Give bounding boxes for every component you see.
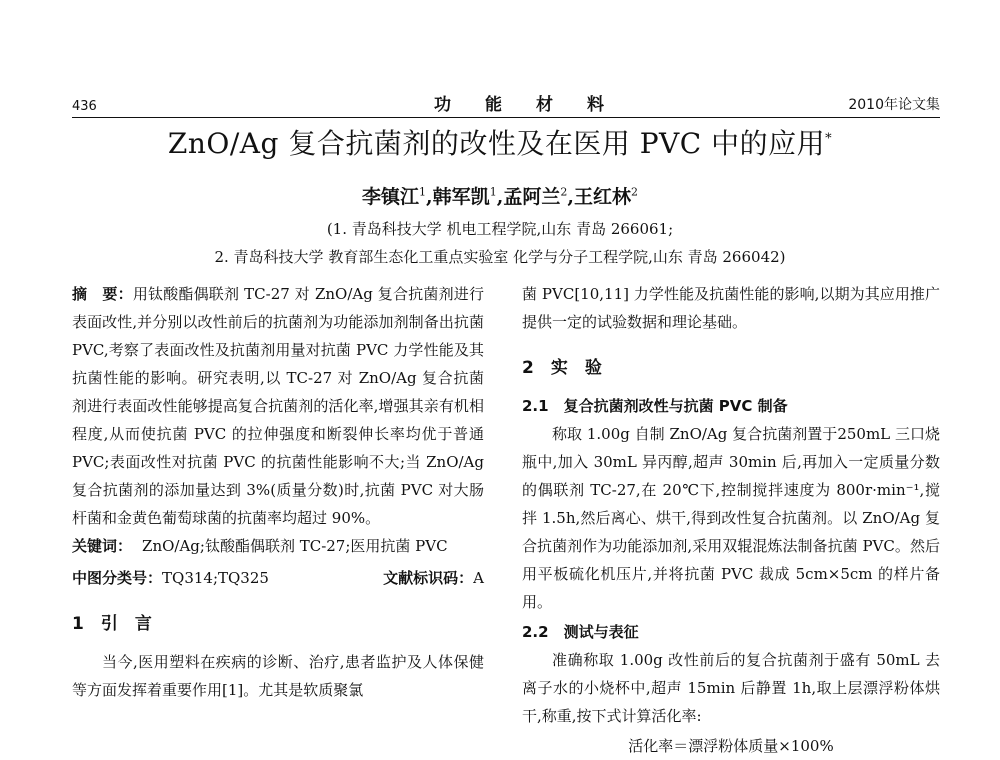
subsection-2-1-text: 称取 1.00g 自制 ZnO/Ag 复合抗菌剂置于250mL 三口烧瓶中,加入 30mL 异丙醇,超声 30min 后,再加入一定质量分数的偶联剂 TC-27,在 20℃下,控制搅拌速度为 800r·min⁻¹,搅拌 1.5h,然后离心、烘干,得到改性复合抗菌剂。以 ZnO/Ag 复合抗菌剂作为功能添加剂,采用双辊混炼法制备抗菌 PVC。然后用平板硫化机压片,并将抗菌 PVC 裁成 5cm×5cm 的样片备用。 [522, 425, 940, 611]
classification-row [72, 564, 484, 592]
right-column [522, 280, 940, 760]
clc-label: 中图分类号： [72, 569, 163, 587]
author: 李镇江 [362, 186, 420, 208]
clc-value: TQ314;TQ325 [162, 569, 269, 587]
keywords [72, 532, 484, 560]
author: 韩军凯 [432, 186, 490, 208]
page-number: 436 [72, 99, 97, 114]
subsection-2-2-text: 准确称取 1.00g 改性前后的复合抗菌剂于盛有 50mL 去离子水的小烧杯中,超声 15min 后静置 1h,取上层漂浮粉体烘干,称重,按下式计算活化率: [522, 651, 940, 725]
abstract-label: 摘 要： [72, 285, 133, 303]
author-list: 李镇江$^1$,韩军凯$^1$,孟阿兰$^2$,王红林$^2$ [362, 185, 638, 208]
abstract-text: 用钛酸酯偶联剂 TC-27 对 ZnO/Ag 复合抗菌剂进行表面改性,并分别以改性前后的抗菌剂为功能添加剂制备出抗菌 PVC,考察了表面改性及抗菌剂用量对抗菌 PVC 力学性能及其抗菌性能的影响。研究表明,以 TC-27 对 ZnO/Ag 复合抗菌剂进行表面改性能够提高复合抗菌剂的活化率,增强其亲有机相程度,从而使抗菌 PVC 的拉伸强度和断裂伸长率均优于普通 PVC;表面改性对抗菌 PVC 的抗菌性能影响不大;当 ZnO/Ag 复合抗菌剂的添加量达到 3%(质量分数)时,抗菌 PVC 对大肠杆菌和金黄色葡萄球菌的抗菌率均超过 90%。 [72, 285, 484, 527]
left-column [72, 280, 484, 704]
title-text: ZnO/Ag 复合抗菌剂的改性及在医用 PVC 中的应用 [167, 127, 826, 160]
running-header [72, 95, 940, 118]
intro-paragraph: 当今,医用塑料在疾病的诊断、治疗,患者监护及人体保健等方面发挥着重要作用[1]。尤其是软质聚氯 [72, 653, 484, 699]
abstract [72, 280, 484, 532]
keywords-text: ZnO/Ag;钛酸酯偶联剂 TC-27;医用抗菌 PVC [142, 537, 448, 555]
affiliation-2: 2. 青岛科技大学 教育部生态化工重点实验室 化学与分子工程学院,山东 青岛 266042) [214, 248, 786, 266]
activation-rate-formula: 活化率＝漂浮粉体质量×100% [628, 737, 834, 755]
author-aff: 1 [489, 185, 497, 199]
journal-name: 功能材料 [434, 95, 638, 115]
doc-label: 文献标识码： [383, 569, 474, 587]
author-aff: 2 [560, 185, 568, 199]
clc-code [72, 564, 269, 592]
subsection-heading-2-1: 2.1 复合抗菌剂改性与抗菌 PVC 制备 [522, 397, 788, 415]
section-heading-experiment: 2 实 验 [522, 358, 602, 378]
author: 王红林 [573, 186, 631, 208]
subsection-heading-2-2: 2.2 测试与表征 [522, 623, 639, 641]
collection-label: 2010年论文集 [848, 97, 940, 113]
affiliation-1: (1. 青岛科技大学 机电工程学院,山东 青岛 266061; [326, 220, 674, 238]
continued-paragraph: 菌 PVC[10,11] 力学性能及抗菌性能的影响,以期为其应用推广提供一定的试验数据和理论基础。 [522, 285, 940, 331]
section-heading-intro: 1 引 言 [72, 614, 152, 634]
author: 孟阿兰 [503, 186, 561, 208]
author-aff: 1 [419, 185, 427, 199]
doc-value: A [473, 569, 484, 587]
doc-code [383, 564, 484, 592]
author-aff: 2 [630, 185, 638, 199]
paper-title [0, 122, 1000, 162]
title-footnote-mark: * [825, 131, 833, 147]
keywords-label: 关键词： [72, 537, 133, 555]
